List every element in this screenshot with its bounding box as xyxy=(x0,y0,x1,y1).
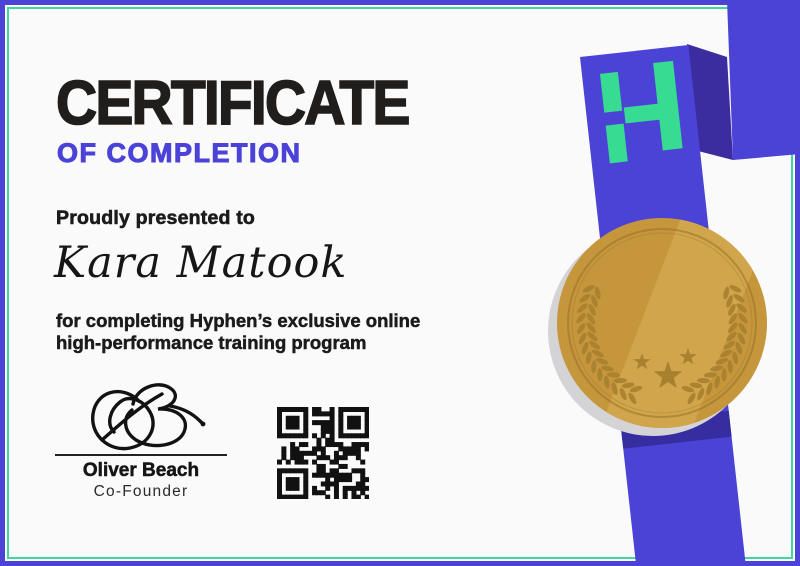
signature-scribble-icon xyxy=(76,380,216,458)
logo-block xyxy=(653,61,683,151)
ribbon-shadow-band xyxy=(620,411,731,449)
logo-block xyxy=(600,72,622,113)
signer-role: Co-Founder xyxy=(93,483,189,500)
certificate-title: CERTIFICATE xyxy=(56,69,409,138)
certificate-subtitle: OF COMPLETION xyxy=(57,138,302,168)
presented-label: Proudly presented to xyxy=(56,207,256,229)
qr-code xyxy=(277,407,369,499)
description-text xyxy=(56,310,420,354)
recipient-name: Kara Matook xyxy=(54,238,348,288)
signer-name: Oliver Beach xyxy=(82,460,200,481)
signature-line xyxy=(55,454,227,456)
hyphen-logo-icon xyxy=(599,61,683,164)
description-line-2: high-performance training program xyxy=(56,332,367,354)
logo-block xyxy=(606,124,628,164)
description-line-1: for completing Hyphen’s exclusive online xyxy=(56,310,421,331)
